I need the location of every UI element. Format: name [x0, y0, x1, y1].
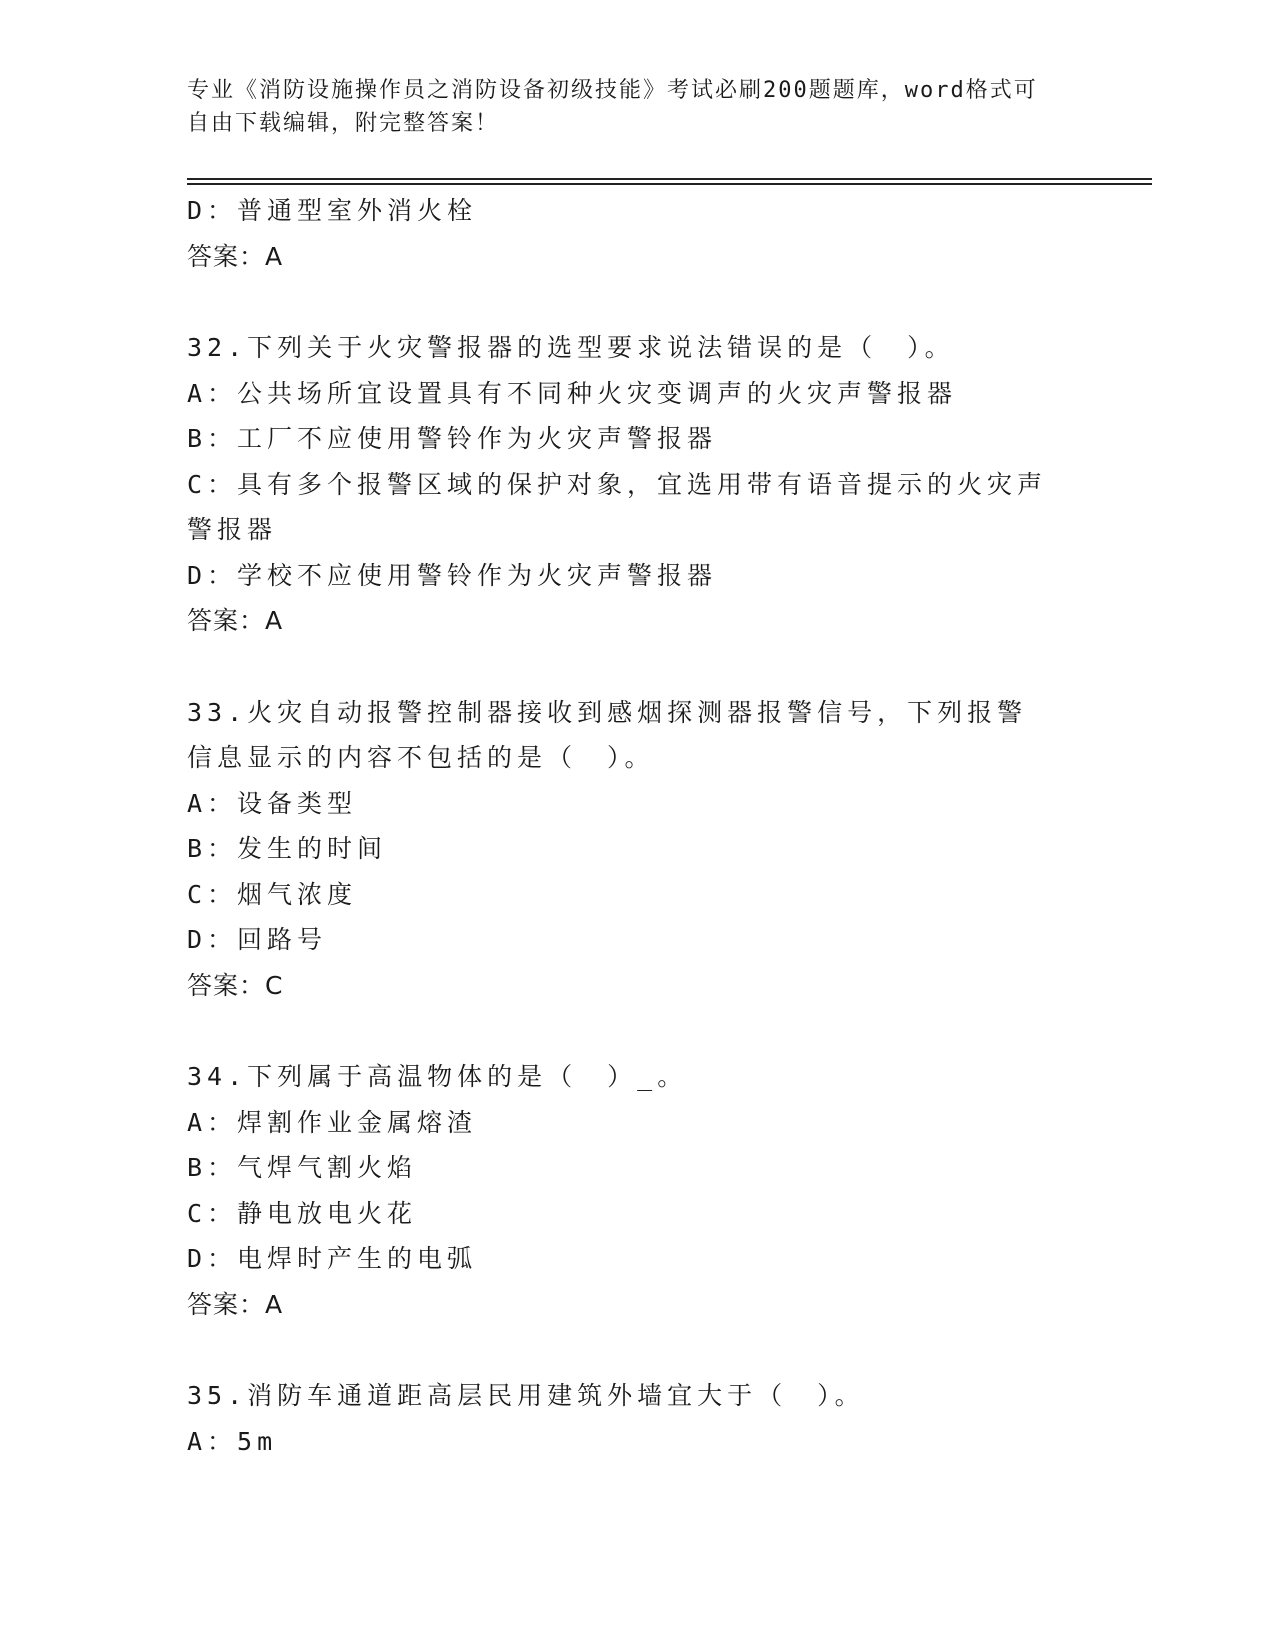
- question-stem: 33.火灾自动报警控制器接收到感烟探测器报警信号，下列报警信息显示的内容不包括的是（ ）。: [187, 697, 1028, 772]
- option-b: B：发生的时间: [187, 834, 388, 863]
- question-35: [187, 1373, 1087, 1464]
- option-b: B：气焊气割火焰: [187, 1153, 418, 1182]
- option-a: A：焊割作业金属熔渣: [187, 1107, 478, 1137]
- answer: 答案：A: [187, 606, 284, 635]
- spacer: [187, 1008, 1087, 1054]
- option-c: C：具有多个报警区域的保护对象，宜选用带有语音提示的火灾声警报器: [187, 469, 1048, 544]
- spacer: [187, 279, 1087, 325]
- header-divider-bottom: [187, 183, 1152, 185]
- option-d: D：电焊时产生的电弧: [187, 1244, 478, 1273]
- option-a: A：5m: [187, 1426, 278, 1456]
- question-34: [187, 1054, 1087, 1327]
- spacer: [187, 644, 1087, 690]
- header-divider-top: [187, 178, 1152, 180]
- header-line-2: 自由下载编辑，附完整答案！: [187, 111, 500, 136]
- question-stem: 35.消防车通道距高层民用建筑外墙宜大于（ ）。: [187, 1381, 865, 1410]
- header-line-1: 专业《消防设施操作员之消防设备初级技能》考试必刷200题题库，word格式可: [187, 78, 1038, 103]
- question-stem: 34.下列属于高温物体的是（ ）_。: [187, 1062, 688, 1091]
- answer: 答案：C: [187, 970, 284, 1000]
- answer: 答案：A: [187, 1289, 284, 1319]
- answer: 答案：A: [187, 241, 284, 271]
- option-a: A：公共场所宜设置具有不同种火灾变调声的火灾声警报器: [187, 378, 958, 408]
- spacer: [187, 1327, 1087, 1373]
- document-header: [187, 74, 1067, 140]
- question-stem: 32.下列关于火灾警报器的选型要求说法错误的是（ ）。: [187, 333, 955, 362]
- option-d: D：普通型室外消火栓: [187, 196, 478, 225]
- option-c: C：静电放电火花: [187, 1198, 418, 1228]
- question-33: [187, 690, 1087, 1009]
- question-list: [187, 188, 1087, 1464]
- option-d: D：学校不应使用警铃作为火灾声警报器: [187, 560, 718, 590]
- option-b: B：工厂不应使用警铃作为火灾声警报器: [187, 424, 718, 453]
- option-d: D：回路号: [187, 925, 328, 954]
- question-32: [187, 325, 1087, 644]
- option-c: C：烟气浓度: [187, 879, 358, 909]
- option-a: A：设备类型: [187, 788, 358, 818]
